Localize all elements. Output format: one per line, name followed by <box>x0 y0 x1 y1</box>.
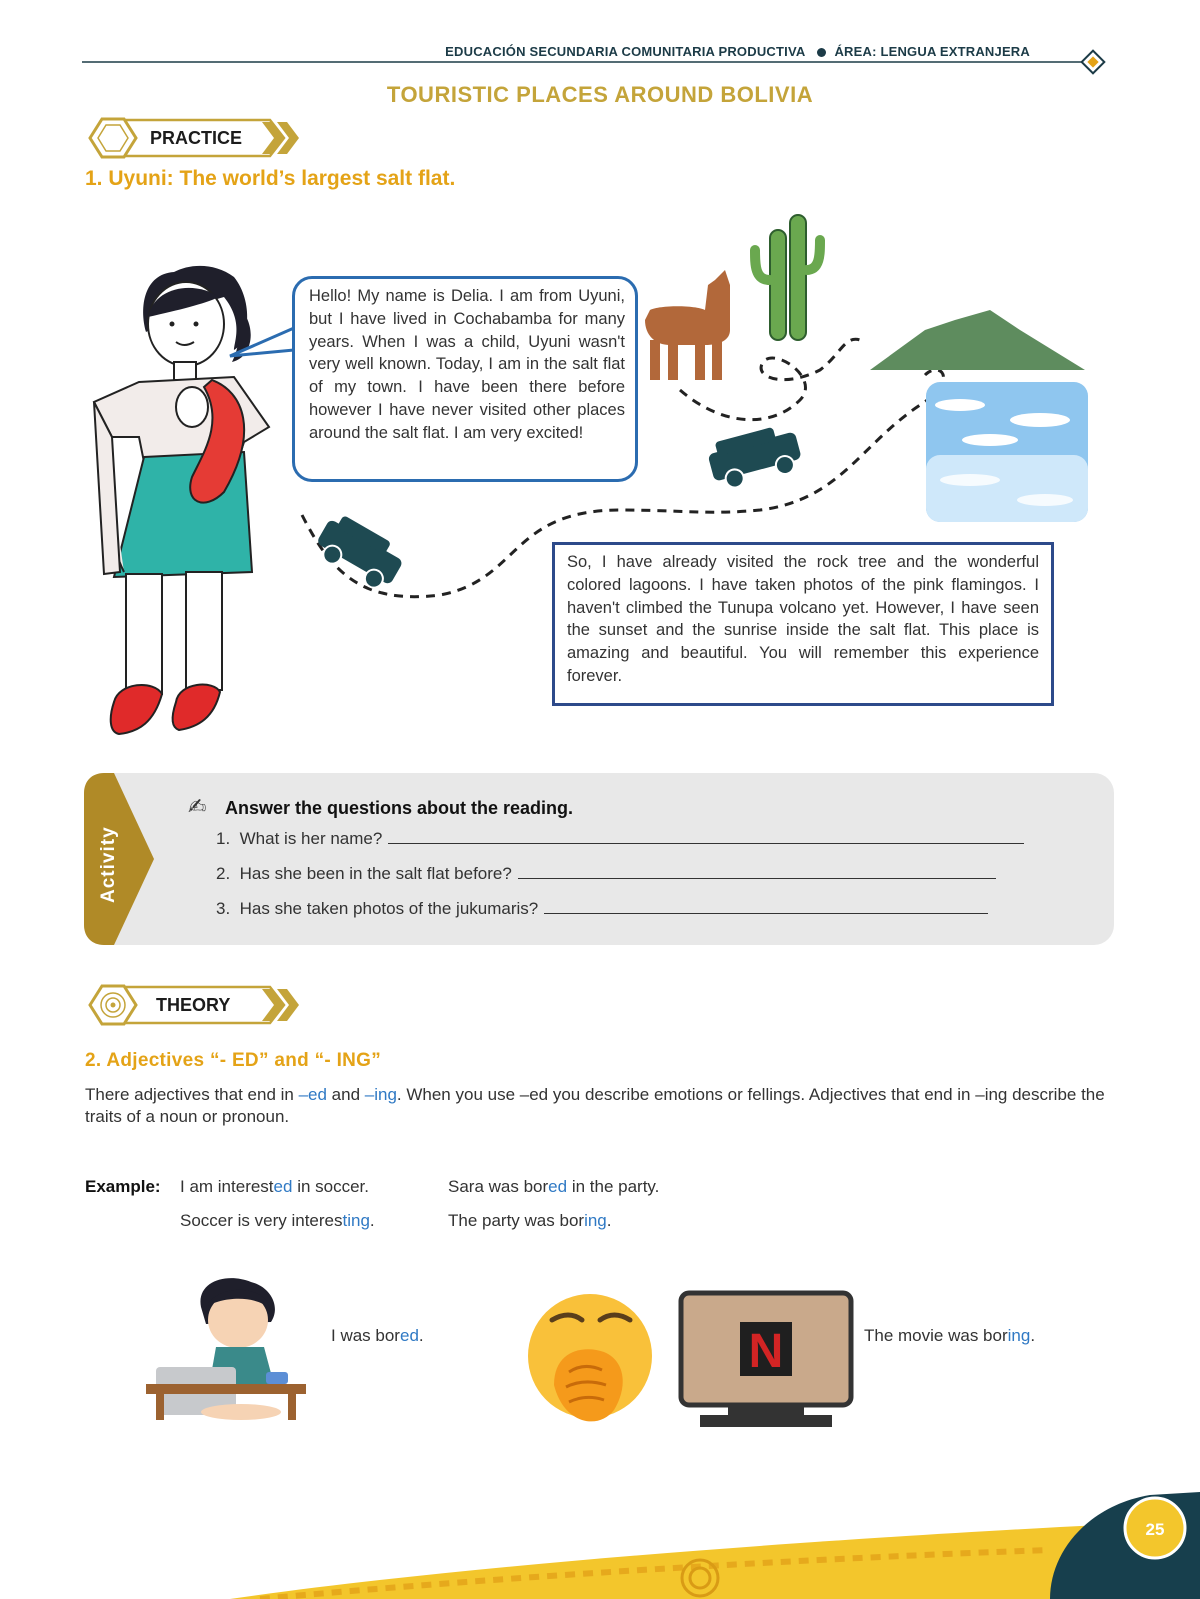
para-ed: –ed <box>298 1085 327 1104</box>
speech-bubble: Hello! My name is Delia. I am from Uyuni, but I have lived in Cochabamba for many years. When I was a child, Uyuni wasn't very well known. Today, I am in the salt flat of my town. I have been there before however I have never visited other places around the salt flat. I am very excited! <box>292 276 638 482</box>
header-rule <box>0 40 1200 80</box>
practice-tab <box>84 116 314 164</box>
theory-paragraph <box>85 1084 1117 1128</box>
jeep-icon <box>311 510 409 595</box>
question-1 <box>216 829 1024 849</box>
jeep-icon <box>705 422 805 493</box>
example-2: Sara was bored in the party. <box>448 1177 660 1196</box>
page-number: 25 <box>1145 1520 1165 1539</box>
mountain-icon <box>870 310 1085 370</box>
para-ing: –ing <box>364 1085 397 1104</box>
answer-line[interactable] <box>544 899 988 914</box>
activity-label-text: Activity <box>98 826 119 903</box>
example-1: I am interested in soccer. <box>180 1177 370 1196</box>
salt-flat-image <box>926 382 1088 522</box>
question-num: 1. <box>216 829 231 848</box>
page-number-badge <box>1122 1495 1188 1561</box>
tv-logo-text: N <box>748 1325 784 1378</box>
caption-bored: I was bored. <box>331 1326 424 1345</box>
page-header <box>0 40 1200 80</box>
bored-boy-illustration <box>146 1272 316 1422</box>
practice-label: PRACTICE <box>150 128 243 148</box>
question-num: 2. <box>216 864 231 883</box>
activity-tab-label <box>84 773 130 945</box>
para-text: There adjectives that end in <box>85 1085 299 1104</box>
activity-title: Answer the questions about the reading. <box>225 798 574 818</box>
example-3: Soccer is very interesting. <box>180 1211 375 1230</box>
theory-heading: 2. Adjectives “- ED” and “- ING” <box>85 1050 382 1071</box>
caption-boring: The movie was boring. <box>864 1326 1036 1345</box>
story-box: So, I have already visited the rock tree and the wonderful colored lagoons. I have taken photos of the pink flamingos. I haven't climbed the Tunupa volcano yet. However, I have seen the sunset and the sunrise inside the salt flat. This place is amazing and beautiful. You will remember this experience forever. <box>552 542 1054 706</box>
example-4: The party was boring. <box>448 1211 612 1230</box>
question-text: What is her name? <box>239 829 383 848</box>
answer-line[interactable] <box>388 829 1024 844</box>
example-label: Example: <box>85 1177 161 1196</box>
header-left: EDUCACIÓN SECUNDARIA COMUNITARIA PRODUCTIVA <box>445 44 806 59</box>
question-text: Has she taken photos of the jukumaris? <box>239 899 539 918</box>
yawning-face-icon <box>524 1290 664 1430</box>
cactus-icon <box>755 215 820 340</box>
theory-label: THEORY <box>156 995 231 1015</box>
header-right: ÁREA: LENGUA EXTRANJERA <box>834 44 1030 59</box>
para-and: and <box>326 1085 365 1104</box>
para-text-2: . When you use –ed you describe emotions or fellings. Adjectives that end in –ing describe the traits of a noun or pronoun. <box>85 1085 1105 1126</box>
question-2 <box>216 864 996 884</box>
writing-hand-icon: ✍ <box>188 794 207 819</box>
page-title: TOURISTIC PLACES AROUND BOLIVIA <box>386 82 814 107</box>
answer-line[interactable] <box>518 864 996 879</box>
question-3 <box>216 899 988 919</box>
question-num: 3. <box>216 899 231 918</box>
theory-tab <box>84 983 314 1031</box>
question-text: Has she been in the salt flat before? <box>239 864 512 883</box>
practice-heading: 1. Uyuni: The world’s largest salt flat. <box>85 167 456 190</box>
tv-illustration <box>678 1290 854 1432</box>
footer-decoration <box>0 1480 1200 1599</box>
llama-icon <box>645 270 730 380</box>
